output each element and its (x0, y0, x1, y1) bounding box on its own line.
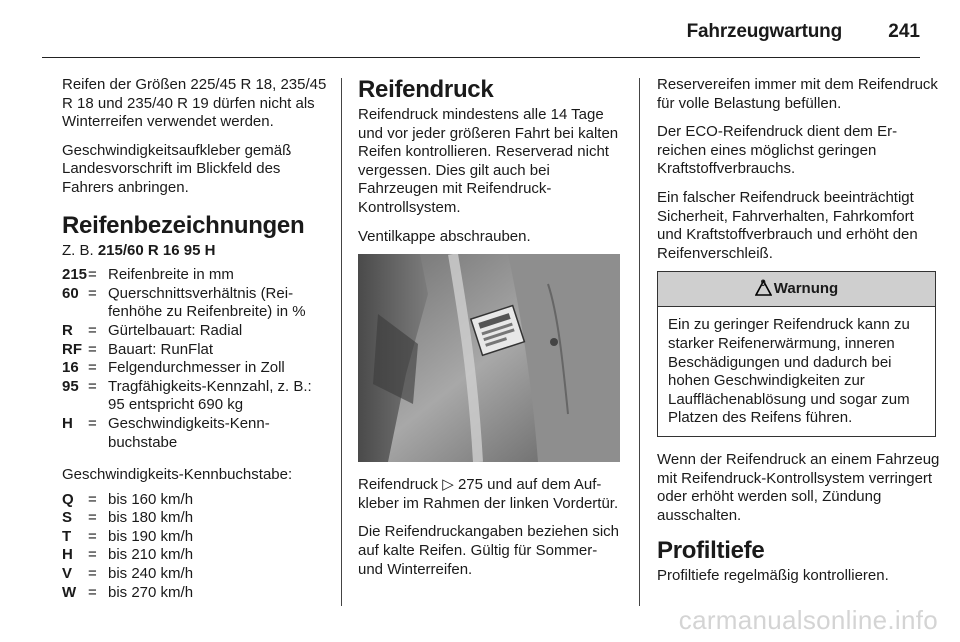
paragraph-eco-pressure: Der ECO-Reifendruck dient dem Erreichen eines möglichst geringen Kraftstoffverbrauchs. (657, 123, 898, 178)
paragraph-speed-sticker: Geschwindigkeitsaufkleber gemäß Landesvorschrift im Blickfeld des Fahrers anbringen. (62, 141, 292, 196)
heading-tread-depth: Profiltiefe (657, 537, 765, 565)
list-item: 95 = Tragfähigkeits-Kennzahl, z. B.: 95 entspricht 690 kg (62, 377, 312, 414)
heading-tyre-designations: Reifenbezeichnungen (62, 211, 305, 239)
page-reference[interactable]: 275 (457, 476, 483, 494)
list-item: R = Gürtelbauart: Radial (62, 321, 243, 339)
paragraph-tread-check: Profiltiefe regelmäßig kontrollieren. (657, 567, 889, 585)
watermark: carmanualsonline.info (678, 605, 938, 635)
list-item: T = bis 190 km/h (62, 527, 194, 545)
paragraph-valve-cap: Ventilkappe abschrauben. (358, 227, 531, 245)
page-number: 241 (888, 21, 920, 42)
column-middle (358, 76, 624, 589)
paragraph-ignition-off: Wenn der Reifendruck an einem Fahrzeug mit Reifendruck-Kontrollsystem verringert oder erhöht werden soll, Zündung ausschalten. (657, 450, 940, 524)
list-item: S = bis 180 km/h (62, 509, 194, 527)
header-divider (42, 57, 920, 58)
list-item: Q = bis 160 km/h (62, 490, 194, 508)
column-left (62, 76, 330, 602)
example-line (62, 242, 330, 261)
example-prefix: Z. B. (62, 241, 94, 259)
paragraph-spare-tyre: Reservereifen immer mit dem Reifendruck für volle Belastung befüllen. (657, 76, 938, 112)
list-item: H = bis 210 km/h (62, 546, 194, 564)
list-item: RF = Bauart: RunFlat (62, 340, 214, 358)
list-item: 60 = Querschnittsverhältnis (Reifenhöhe zu Reifenbreite) in % (62, 284, 306, 321)
example-code: 215/60 R 16 95 H (97, 241, 216, 259)
list-item: H = Geschwindigkeits-Kennbuchstabe (62, 414, 270, 451)
paragraph-cold-tyres: Die Reifendruckangaben beziehen sich auf kalte Reifen. Gültig für Sommer- und Winterreifen. (358, 523, 620, 578)
speed-list (62, 491, 330, 603)
designation-list (62, 266, 330, 452)
list-item: 215 = Reifenbreite in mm (62, 266, 234, 284)
paragraph-pressure-reference: Reifendruck ▷ 275 und auf dem Aufkleber im Rahmen der linken Vordertür. (358, 476, 619, 512)
door-frame-sticker-photo (358, 254, 620, 462)
warning-triangle-icon: 9 (755, 275, 772, 291)
list-item: 16 = Felgendurchmesser in Zoll (62, 359, 285, 377)
list-item: W = bis 270 km/h (62, 583, 194, 601)
header-title: Fahrzeugwartung (686, 21, 842, 42)
speed-intro: Geschwindigkeits-Kennbuchstabe: (62, 466, 293, 484)
column-divider-left (341, 78, 342, 606)
column-divider-right (639, 78, 640, 606)
door-frame-illustration (358, 254, 620, 462)
warning-text: Ein zu geringer Reifendruck kann zu starker Reifenerwärmung, inneren Beschädigungen und dadurch bei hohen Geschwindigkeiten zur Laufflächenablösung und sogar zum Platzen des Reifens führen. (668, 316, 910, 427)
warning-box (657, 271, 936, 437)
warning-header (658, 272, 935, 307)
heading-tyre-pressure: Reifendruck (358, 76, 494, 103)
list-item: V = bis 240 km/h (62, 565, 194, 583)
warning-title: Warnung (773, 280, 839, 298)
paragraph-wrong-pressure: Ein falscher Reifendruck beeinträchtigt Sicherheit, Fahrverhalten, Fahrkomfort und Kraftstoffverbrauch und erhöht den Reifenverschleiß. (657, 188, 918, 262)
paragraph-pressure-check: Reifendruck mindestens alle 14 Tage und vor jeder größeren Fahrt bei kalten Reifen kontrollieren. Reserverad nicht vergessen. Dies gilt auch bei Fahrzeugen mit Reifendruck-Kontrollsystem. (358, 106, 619, 216)
page-reference-arrow-icon: ▷ (442, 476, 454, 494)
column-right (657, 76, 941, 596)
paragraph-winter-restriction: Reifen der Größen 225/45 R 18, 235/45 R 18 und 235/40 R 19 dürfen nicht als Winterreifen verwendet werden. (62, 76, 327, 131)
